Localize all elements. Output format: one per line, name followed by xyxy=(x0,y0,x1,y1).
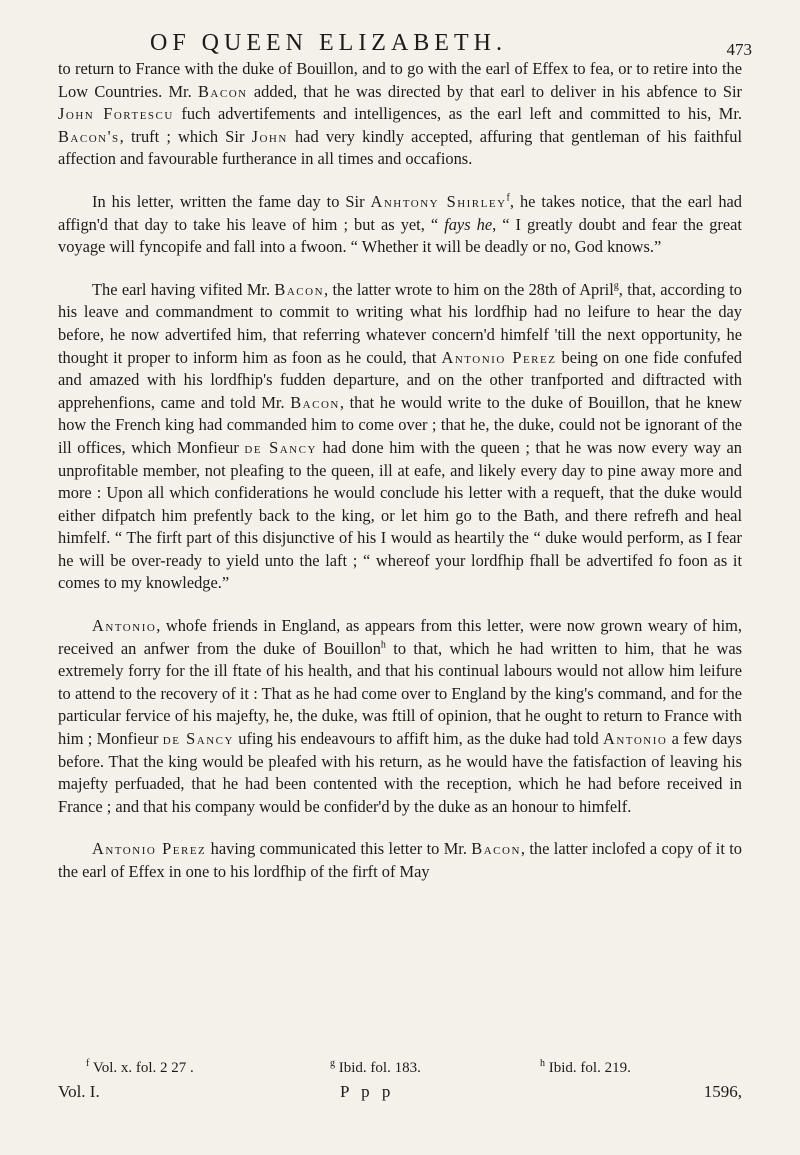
footnote-ref: f xyxy=(506,192,510,204)
signature-mark: P p p xyxy=(340,1082,395,1101)
footnote-g: $^g$ Ibid. fol. 183. xyxy=(330,1058,421,1076)
person-name: Bacon xyxy=(290,392,340,412)
paragraph-1: to return to France with the duke of Bouillon, and to go with the earl of Effex to fea, or to retire into the Low Countries. Mr. Bacon added, that he was directed by that earl to deliver in his abfence to Sir John Fortescu fuch advertifements and intelligences, as the earl left and committed to his, Mr. Bacon's, truft ; which Sir John had very kindly accepted, affuring that gentleman of his faithful affection and favourable furtherance in all times and occafions. xyxy=(58,59,742,169)
footnote-ref: h xyxy=(380,639,386,651)
person-name: Antonio xyxy=(92,616,157,636)
person-name: Bacon xyxy=(471,839,521,859)
italic-text: fays he xyxy=(444,214,493,234)
volume-label: Vol. I. xyxy=(58,1082,100,1101)
paragraph-4: Antonio, whofe friends in England, as appears from this letter, were now grown weary of him, received an anfwer from the duke of Bouillon$^h$ to that, which he had written to him, that he was extremely forry for the ill ftate of his health, and that his continual labours would not allow him leifure to attend to the recovery of it : That as he had come over to England by the king's command, and for the particular fervice of his majefty, he, the duke, was ftill of opinion, that he ought to return to France with him ; Monfieur de Sancy ufing his endeavours to affift him, as the duke had told Antonio a few days before. That the king would be pleafed with his return, as he would have the fatisfaction of leaving his majefty perfuaded, that he had been contented with the reception, which he had before received in France ; and that his company would be confider'd by the duke as an honour to himfelf. xyxy=(58,616,742,816)
footnotes xyxy=(58,1060,742,1104)
body-text xyxy=(58,58,742,904)
person-name: John Fortescu xyxy=(58,104,174,124)
running-title: OF QUEEN ELIZABETH. xyxy=(150,30,507,56)
person-name: de Sancy xyxy=(162,729,234,749)
person-name: Bacon's xyxy=(58,126,120,146)
paragraph-5: Antonio Perez having communicated this letter to Mr. Bacon, the latter inclofed a copy of it to the earl of Effex in one to his lordfhip of the firft of May xyxy=(58,839,742,881)
person-name: de Sancy xyxy=(244,437,317,457)
person-name: Antonio xyxy=(603,729,668,749)
person-name: John xyxy=(251,126,288,146)
page-number: 473 xyxy=(726,40,752,59)
person-name: Bacon xyxy=(197,81,248,101)
paragraph-3: The earl having vifited Mr. Bacon, the latter wrote to him on the 28th of April$^g$, that, according to his leave and commandment to commit to writing what his lordfhip had no leifure to hear the day before, he now advertifed him, that referring whatever concern'd himfelf 'till the next opportunity, he thought it proper to inform him as foon as he could, that Antonio Perez being on one fide confufed and amazed with his lordfhip's fudden departure, and on the other tranfported and diftracted with apprehenfions, came and told Mr. Bacon, that he would write to the duke of Bouillon, that he knew how the French king had commanded him to come over ; that he, the duke, could not be ignorant of the ill offices, which Monfieur de Sancy had done him with the queen ; that he was now every way an unprofitable member, not pleafing to the queen, ill at eafe, and likely every day to pine away more and more : Upon all which confiderations he would conclude his letter with a requeft, that the duke would either difpatch him prefently back to the king, or let him go to the Bath, and there refrefh and heal himfelf. “ The firft part of this disjunctive of his I would as heartily the “ duke would perform, as I fear he will be over-ready to yield unto the laft ; “ whereof your lordfhip fhall be advertifed fo foon as it comes to my knowledge.” xyxy=(58,279,742,593)
footnote-h: $^h$ Ibid. fol. 219. xyxy=(540,1058,631,1076)
person-name: Antonio Perez xyxy=(441,347,557,367)
footnote-ref: g xyxy=(613,280,619,292)
person-name: Bacon xyxy=(274,279,325,299)
footnote-f: $^f$ Vol. x. fol. 2 27 . xyxy=(86,1058,194,1076)
person-name: Antonio Perez xyxy=(92,839,207,859)
person-name: Anhtony Shirley xyxy=(370,191,507,211)
paragraph-2: In his letter, written the fame day to Sir Anhtony Shirley$^f$, he takes notice, that the earl had affign'd that day to take his leave of him ; but as yet, “ fays he, “ I greatly doubt and fear the great voyage will fyncopife and fall into a fwoon. “ Whether it will be deadly or no, God knows.” xyxy=(58,191,742,257)
catchword: 1596, xyxy=(703,1082,742,1101)
